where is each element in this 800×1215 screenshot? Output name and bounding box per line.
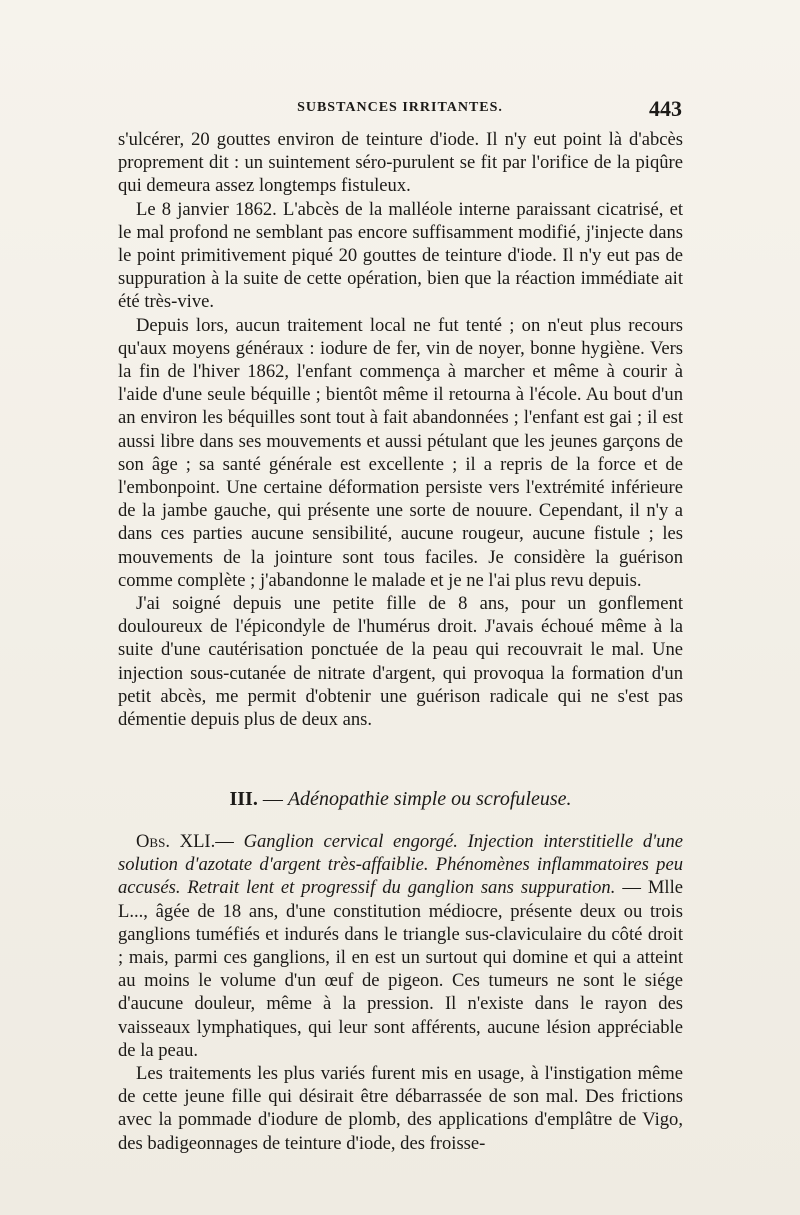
- paragraph: Les traitements les plus variés furent mis en usage, à l'instigation même de cette jeune fille qui désirait être débarrassée de son mal. Des frictions avec la pommade d'iodure de plomb, des applications d'emplâtre de Vigo, des badigeonnages de teinture d'iode, des froisse-: [118, 1063, 683, 1154]
- body-text-top: [118, 128, 683, 731]
- running-head: [118, 96, 682, 124]
- section-title: Adénopathie simple ou scrofuleuse.: [287, 788, 572, 810]
- observation-label: Obs. XLI.: [136, 831, 216, 852]
- paragraph: Depuis lors, aucun traitement local ne fut tenté ; on n'eut plus recours qu'aux moyens généraux : iodure de fer, vin de noyer, bonne hygiène. Vers la fin de l'hiver 1862, l'enfant commença à marcher et même à courir à l'aide d'une seule béquille ; bientôt même il retourna à l'école. Au bout d'un an environ les béquilles sont tout à fait abandonnées ; l'enfant est gai ; il est aussi libre dans ses mouvements et aussi pétulant que les jeunes garçons de son âge ; sa santé générale est excellente ; il a repris de la force et de l'embonpoint. Une certaine déformation persiste vers l'extrémité inférieure de la jambe gauche, qui présente une sorte de nouure. Cependant, il n'y a dans ces parties aucune sensibilité, aucune rougeur, aucune fistule ; les mouvements de la jointure sont tous faciles. Je considère la guérison comme complète ; j'abandonne le malade et je ne l'ai plus revu depuis.: [118, 314, 683, 591]
- section-number: III.: [229, 788, 258, 810]
- observation-paragraph: [118, 830, 683, 1062]
- page-number: 443: [649, 96, 682, 121]
- paragraph: Le 8 janvier 1862. L'abcès de la malléole interne paraissant cicatrisé, et le mal profond ne semblant pas encore suffisamment modifié, j'injecte dans le point primitivement piqué 20 gouttes de teinture d'iode. Il n'y eut pas de suppuration à la suite de cette opération, bien que la réaction immédiate ait été très-vive.: [118, 198, 683, 313]
- paragraph: s'ulcérer, 20 gouttes environ de teinture d'iode. Il n'y eut point là d'abcès proprement dit : un suintement séro-purulent se fit par l'orifice de la piqûre qui demeura assez longtemps fistuleux.: [118, 129, 683, 197]
- body-text-bottom: [118, 830, 683, 1155]
- observation-dash: —: [215, 831, 244, 852]
- paragraph: J'ai soigné depuis une petite fille de 8 ans, pour un gonflement douloureux de l'épicondyle de l'humérus droit. J'avais échoué même à la suite d'une cautérisation ponctuée de la peau qui recouvrait le mal. Une injection sous-cutanée de nitrate d'argent, qui provoqua la formation d'un petit abcès, me permit d'obtenir une guérison radicale qui ne s'est pas démentie depuis plus de deux ans.: [118, 593, 683, 731]
- section-heading: [118, 788, 683, 811]
- section-dash: —: [257, 788, 288, 810]
- observation-body: — Mlle L..., âgée de 18 ans, d'une constitution médiocre, présente deux ou trois ganglions tuméfiés et indurés dans le triangle sus-claviculaire du côté droit ; mais, parmi ces ganglions, il en est un surtout qui domine et qui a atteint au moins le volume d'un œuf de pigeon. Ces tumeurs ne sont le siége d'aucune douleur, même à la pression. Il n'existe dans le rayon des vaisseaux lymphatiques, qui leur sont afférents, aucune lésion appréciable de la peau.: [118, 877, 683, 1061]
- running-title: SUBSTANCES IRRITANTES.: [297, 100, 503, 115]
- observation-summary: Ganglion cervical engorgé. Injection interstitielle d'une solution d'azotate d'argent très-affaiblie. Phénomènes inflammatoires peu accusés. Retrait lent et progressif du ganglion sans suppuration.: [118, 831, 683, 899]
